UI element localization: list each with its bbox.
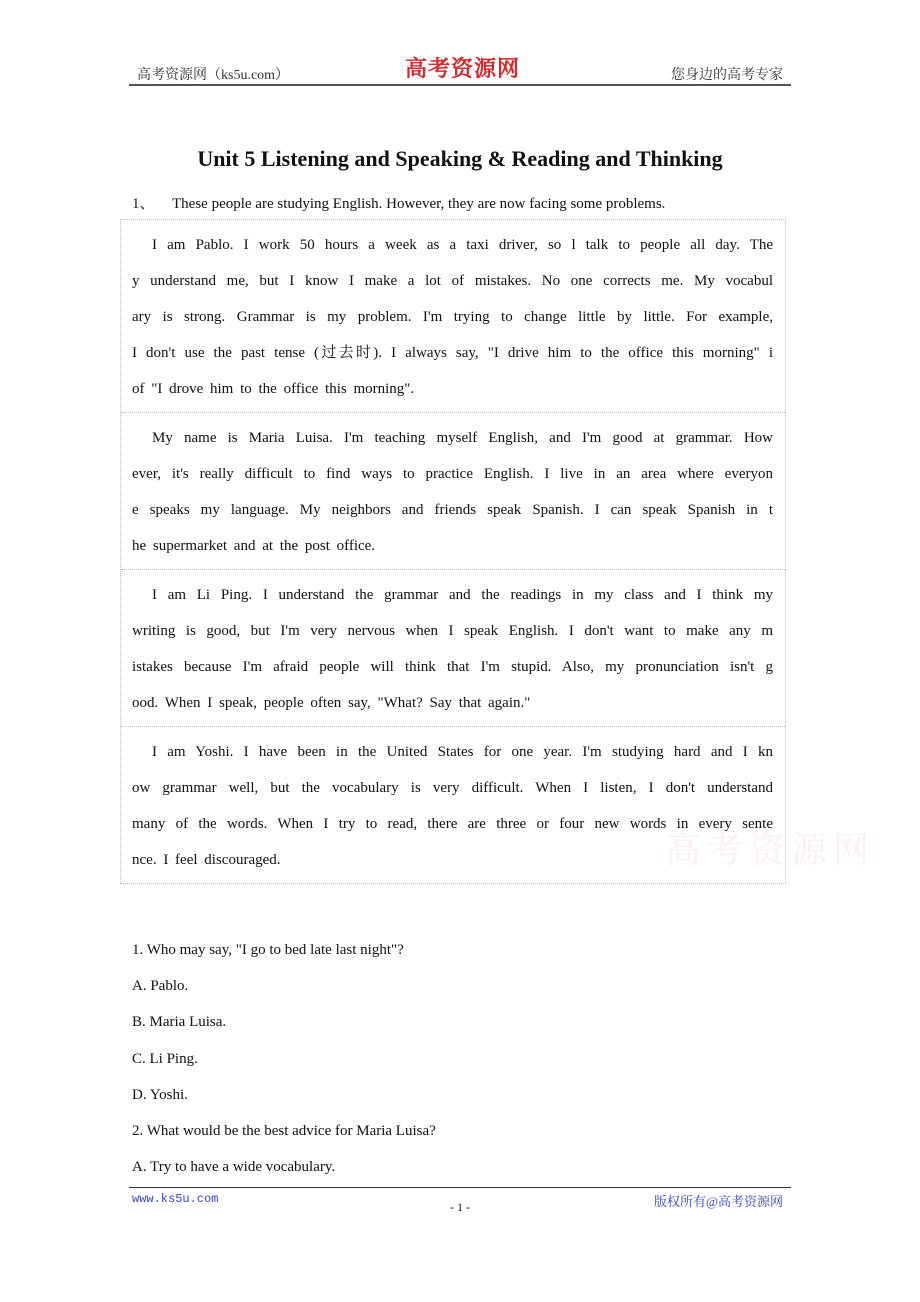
passage-line: writing is good, but I'm very nervous when I speak English. I don't want to make any m (132, 623, 773, 639)
header-divider (129, 84, 791, 86)
footer-copyright: 版权所有@高考资源网 (654, 1194, 783, 1209)
passage-line: My name is Maria Luisa. I'm teaching myself English, and I'm good at grammar. How (152, 430, 773, 446)
passage-line: nce. I feel discouraged. (132, 852, 281, 868)
question-stem: 2. What would be the best advice for Maria Luisa? (132, 1123, 436, 1139)
question-stem: 1. Who may say, "I go to bed late last night"? (132, 942, 404, 958)
intro (132, 192, 665, 213)
passage-line: ood. When I speak, people often say, "What? Say that again." (132, 695, 531, 711)
answer-option: A. Try to have a wide vocabulary. (132, 1159, 336, 1176)
passage-cell (121, 569, 785, 726)
passage-line: I don't use the past tense (过去时). I always say, "I drive him to the office this morning" i (132, 345, 773, 361)
answer-option: A. Pablo. (132, 978, 189, 995)
passage-line: many of the words. When I try to read, there are three or four new words in every sente (132, 816, 773, 832)
answer-option: D. Yoshi. (132, 1086, 188, 1103)
passage-cell (121, 220, 785, 412)
header-slogan: 您身边的高考专家 (671, 68, 783, 83)
answer-option: B. Maria Luisa. (132, 1014, 227, 1031)
passage-line: e speaks my language. My neighbors and friends speak Spanish. I can speak Spanish in t (132, 502, 773, 518)
passage-line: of "I drove him to the office this morning". (132, 381, 415, 397)
passage-line: I am Li Ping. I understand the grammar and the readings in my class and I think my (152, 587, 773, 603)
passage-line: I am Pablo. I work 50 hours a week as a taxi driver, so l talk to people all day. The (152, 237, 773, 253)
footer-link[interactable]: www.ks5u.com (132, 1192, 219, 1206)
passage-line: he supermarket and at the post office. (132, 538, 376, 554)
passage-line: istakes because I'm afraid people will think that I'm stupid. Also, my pronunciation isn't g (132, 659, 773, 675)
passage-line: ow grammar well, but the vocabulary is very difficult. When I listen, I don't understand (132, 780, 773, 796)
passage-cell (121, 412, 785, 569)
passage-line: I am Yoshi. I have been in the United States for one year. I'm studying hard and I kn (152, 744, 773, 760)
answer-option: C. Li Ping. (132, 1050, 198, 1067)
header-logo: 高考资源网 (405, 56, 521, 81)
passages-table (120, 219, 875, 884)
passage-line: y understand me, but I know I make a lot of mistakes. No one corrects me. My vocabul (132, 273, 773, 289)
page-number: - 1 - (450, 1200, 470, 1214)
passage-line: ever, it's really difficult to find ways to practice English. I live in an area where everyon (132, 466, 773, 482)
footer-divider (129, 1187, 791, 1188)
watermark: 高考资源网 (664, 830, 875, 870)
page-title: Unit 5 Listening and Speaking & Reading and Thinking (197, 146, 723, 171)
header-site-name: 高考资源网（ks5u.com） (137, 68, 290, 83)
intro-number: 1、 (132, 196, 155, 212)
passage-line: ary is strong. Grammar is my problem. I'm trying to change little by little. For example, (132, 309, 773, 325)
intro-text: These people are studying English. However, they are now facing some problems. (172, 196, 666, 212)
passage-cell (121, 726, 875, 883)
